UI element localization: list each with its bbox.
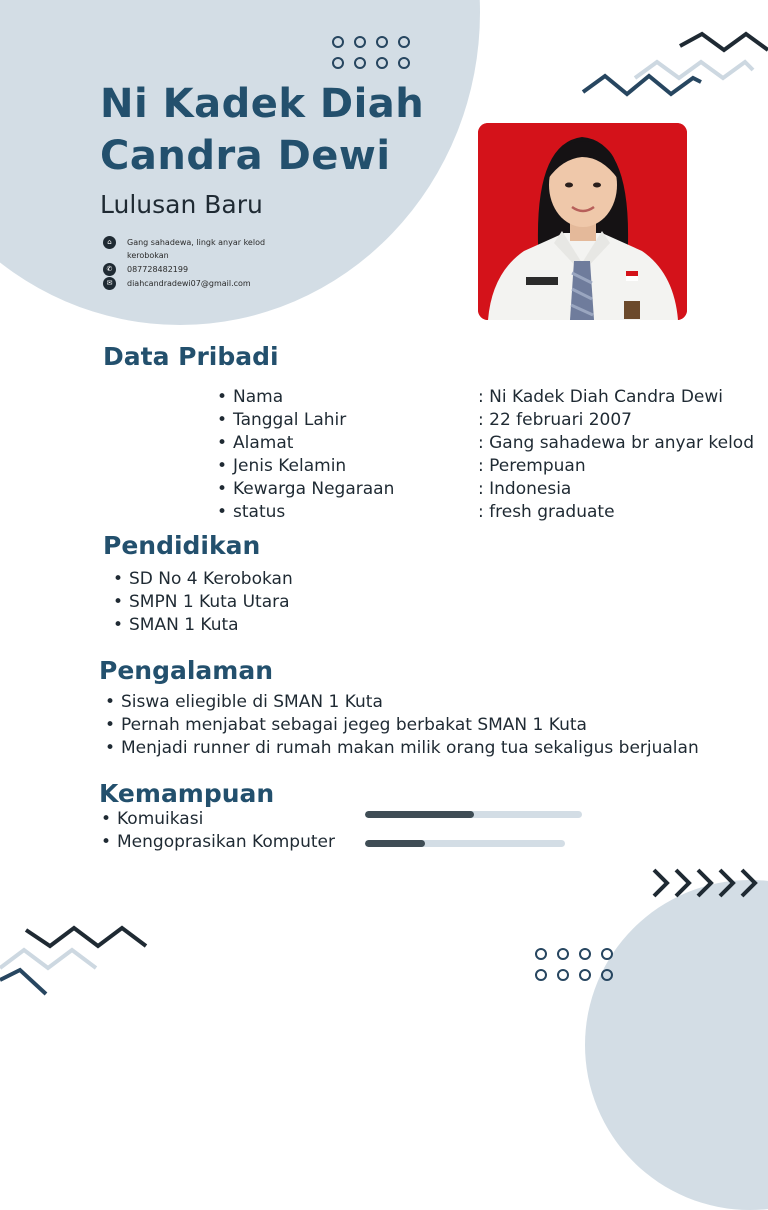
role-subtitle: Lulusan Baru xyxy=(100,190,263,219)
personal-value: : fresh graduate xyxy=(478,502,615,522)
personal-label: • Alamat xyxy=(217,432,394,455)
contact-address: ⌂ Gang sahadewa, lingk anyar kelod kerobokan xyxy=(103,236,303,262)
skills-list xyxy=(101,808,335,854)
personal-value: : Indonesia xyxy=(478,479,572,499)
personal-value: : Perempuan xyxy=(478,456,586,476)
section-title-skills: Kemampuan xyxy=(99,779,275,808)
section-title-personal: Data Pribadi xyxy=(103,342,279,371)
education-list xyxy=(113,568,293,637)
experience-item: • Siswa eliegible di SMAN 1 Kuta xyxy=(105,691,699,714)
personal-value: : Gang sahadewa br anyar kelod xyxy=(478,433,754,453)
section-title-education: Pendidikan xyxy=(103,531,261,560)
personal-label: • Kewarga Negaraan xyxy=(217,478,394,501)
personal-label: • Nama xyxy=(217,386,394,409)
skill-bar-computer xyxy=(365,840,565,847)
dots-pattern-bottom xyxy=(535,948,613,981)
experience-item: • Pernah menjabat sebagai jegeg berbakat SMAN 1 Kuta xyxy=(105,714,699,737)
personal-value: : 22 februari 2007 xyxy=(478,410,632,430)
student-portrait xyxy=(478,123,687,320)
dots-pattern-top xyxy=(332,36,410,69)
personal-value: : Ni Kadek Diah Candra Dewi xyxy=(478,387,723,407)
contact-phone: ✆ 087728482199 xyxy=(103,263,303,276)
education-item: • SD No 4 Kerobokan xyxy=(113,568,293,591)
personal-label: • Tanggal Lahir xyxy=(217,409,394,432)
mail-icon: ✉ xyxy=(103,277,116,290)
zigzag-top-right xyxy=(575,28,768,113)
education-item: • SMAN 1 Kuta xyxy=(113,614,293,637)
skill-bar-communication xyxy=(365,811,582,818)
experience-list xyxy=(105,691,699,760)
section-title-experience: Pengalaman xyxy=(99,656,273,685)
personal-labels xyxy=(217,386,394,524)
skill-item: • Mengoprasikan Komputer xyxy=(101,831,335,854)
skill-bar-fill xyxy=(365,840,425,847)
personal-values xyxy=(478,386,754,524)
education-item: • SMPN 1 Kuta Utara xyxy=(113,591,293,614)
home-icon: ⌂ xyxy=(103,236,116,249)
contact-email: ✉ diahcandradewi07@gmail.com xyxy=(103,277,303,290)
zigzag-bottom-left xyxy=(0,920,150,1005)
personal-label: • Jenis Kelamin xyxy=(217,455,394,478)
phone-icon: ✆ xyxy=(103,263,116,276)
skill-bar-fill xyxy=(365,811,474,818)
contact-list xyxy=(103,236,303,291)
decorative-circle-bottom xyxy=(585,880,768,1210)
skill-item: • Komuikasi xyxy=(101,808,335,831)
chevrons-right-icon xyxy=(650,866,768,900)
personal-label: • status xyxy=(217,501,394,524)
experience-item: • Menjadi runner di rumah makan milik orang tua sekaligus berjualan xyxy=(105,737,699,760)
full-name-title: Ni Kadek Diah Candra Dewi xyxy=(100,81,425,179)
profile-photo xyxy=(478,123,687,320)
